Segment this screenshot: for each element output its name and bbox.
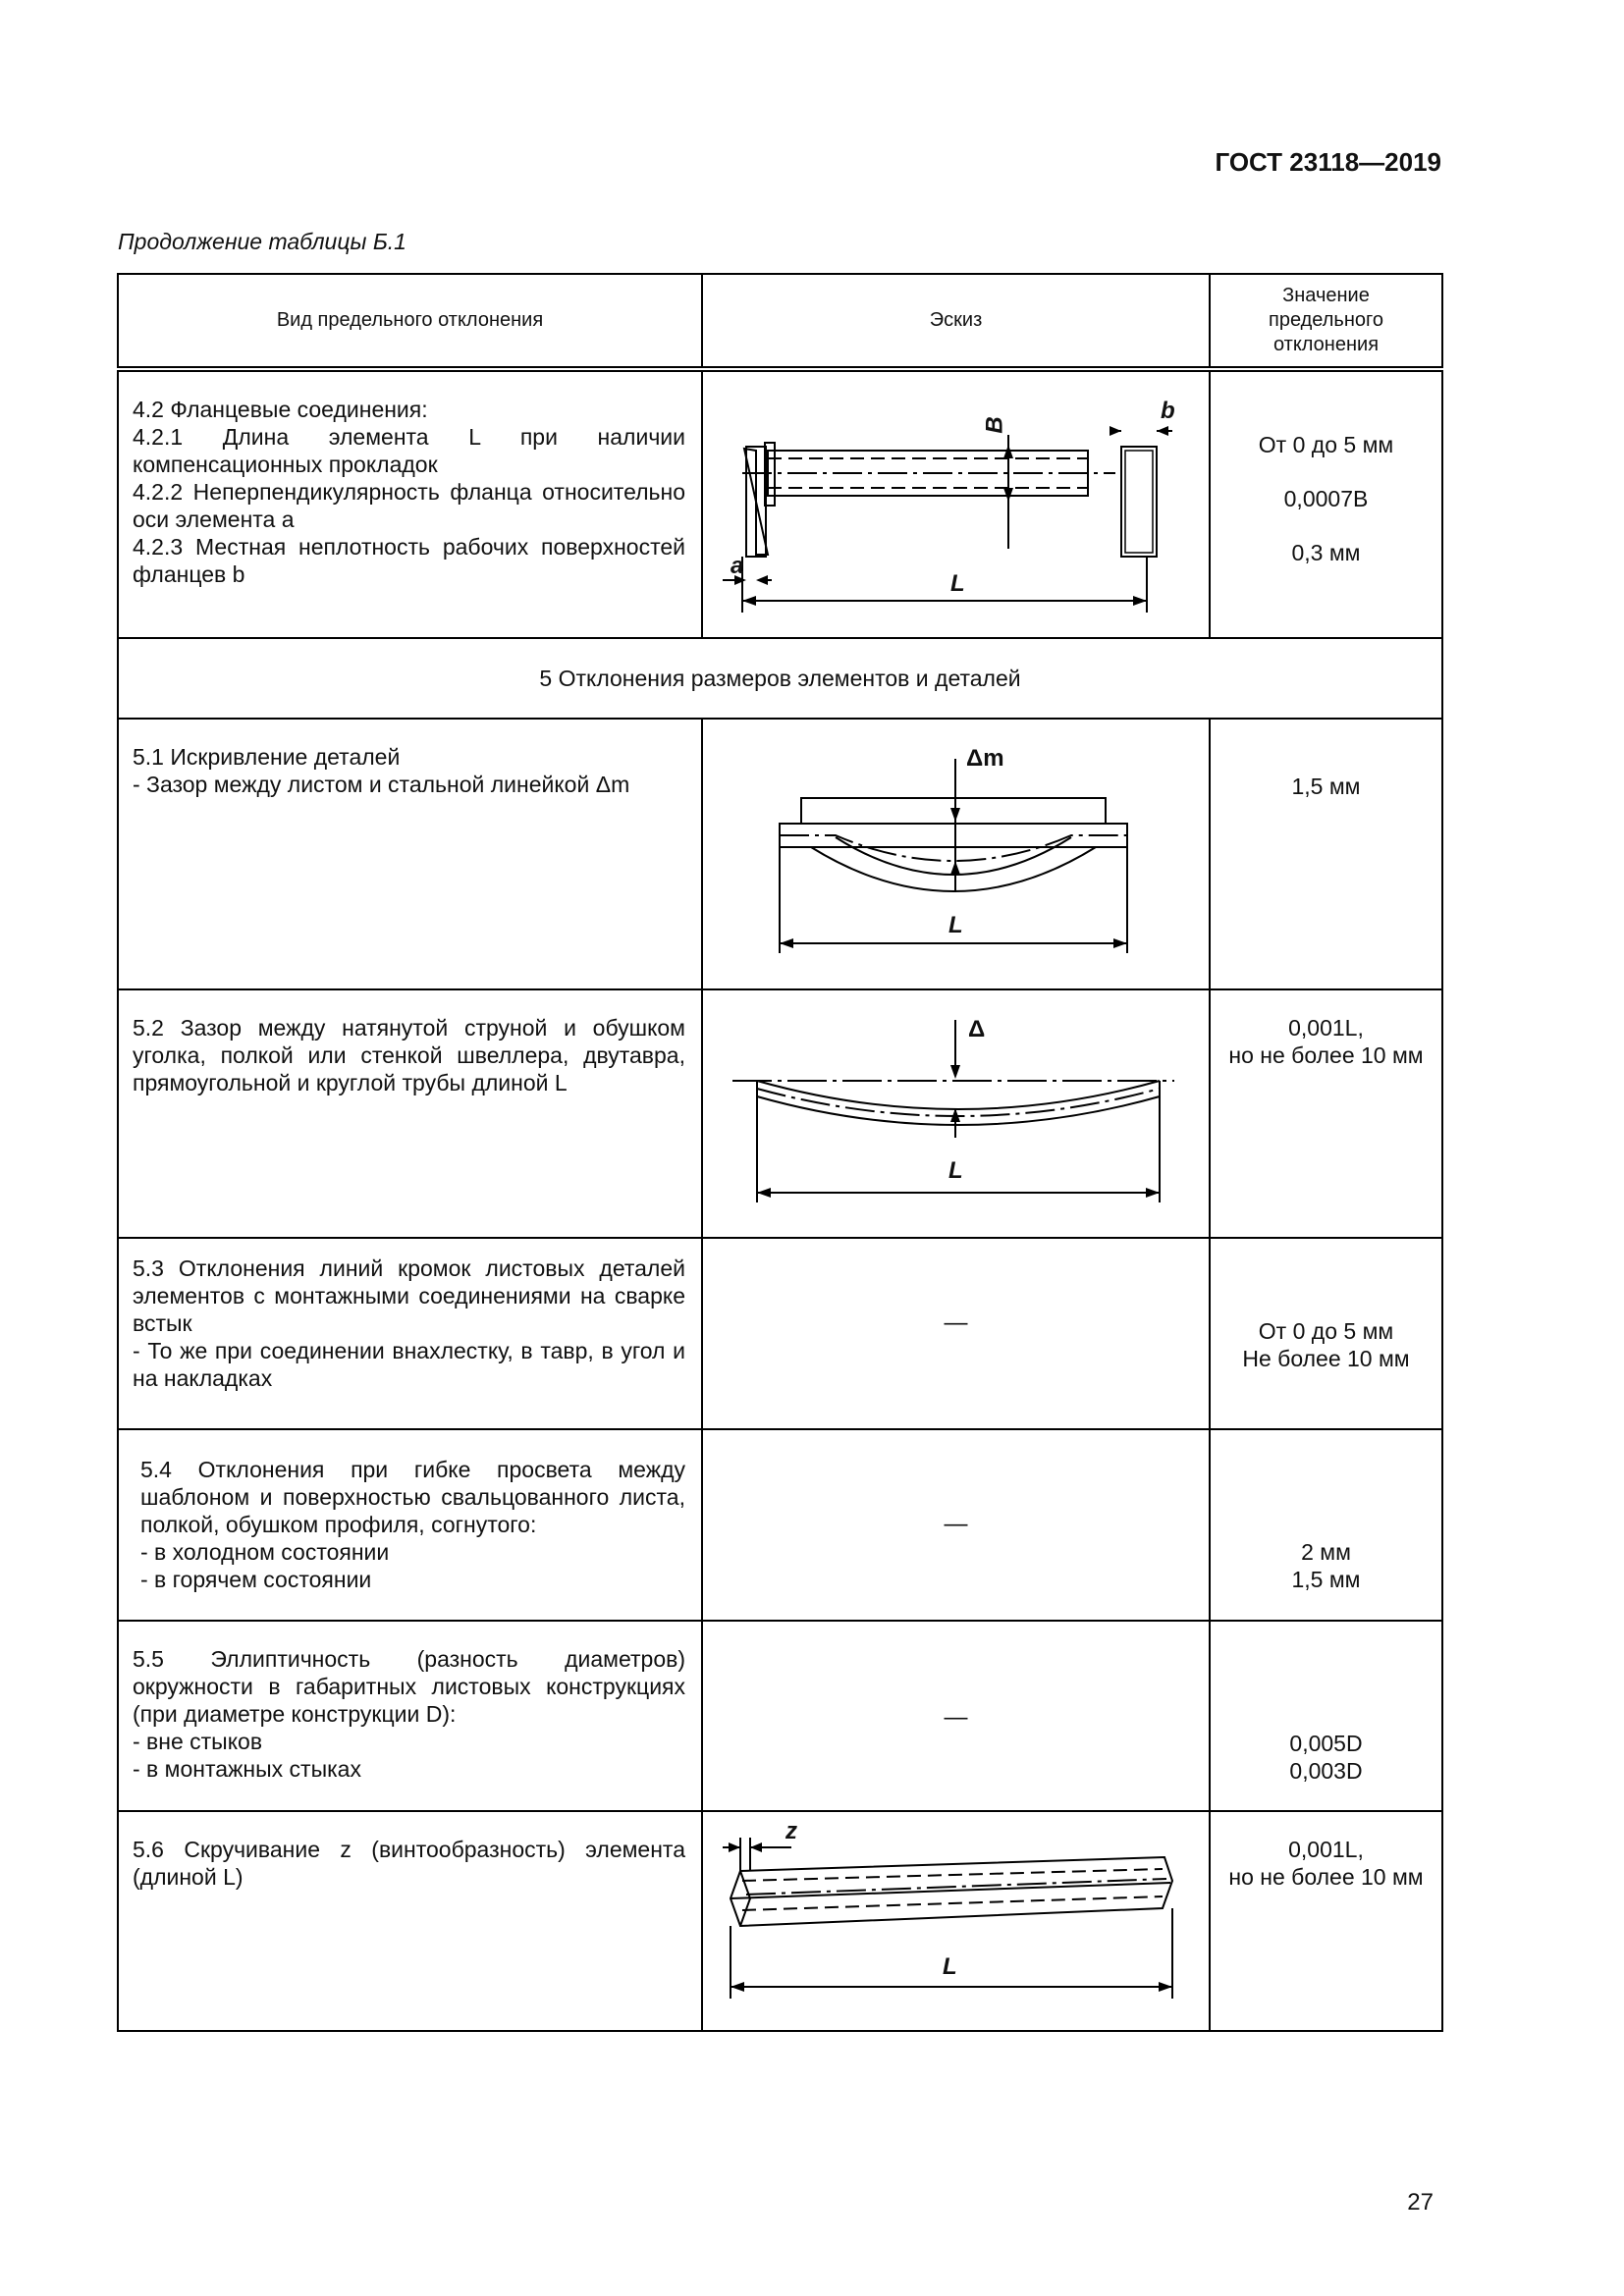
table-caption: Продолжение таблицы Б.1	[118, 229, 406, 254]
sketch-label-b: b	[1161, 398, 1175, 424]
sketch-label-z: z	[785, 1818, 797, 1844]
table-row	[118, 369, 1442, 638]
sketch-label-a: a	[731, 553, 744, 579]
row-text: - Зазор между листом и стальной линейкой Δm	[133, 772, 630, 797]
sketch-label-delta: Δ	[968, 1016, 986, 1042]
table-row	[118, 1811, 1442, 2031]
sketch-string-gap	[702, 989, 1210, 1238]
sketch-label-L: L	[948, 1157, 963, 1184]
table-row	[118, 1429, 1442, 1621]
row-text: 5.4 Отклонения при гибке просвета между шаблоном и поверхностью свальцованного листа, полкой, обушком профиля, согнутого:	[140, 1457, 685, 1537]
section-title: 5 Отклонения размеров элементов и деталей	[118, 638, 1442, 719]
table-row	[118, 1621, 1442, 1811]
row-text: 4.2.3 Местная неплотность рабочих поверхностей фланцев b	[133, 534, 685, 587]
row-text: 5.1 Искривление деталей	[133, 744, 401, 770]
sketch-none: —	[702, 1621, 1210, 1811]
column-header-value: Значение предельного отклонения	[1210, 274, 1442, 369]
row-text: - в холодном состоянии	[140, 1539, 390, 1565]
row-text: 4.2.2 Неперпендикулярность фланца относительно оси элемента a	[133, 479, 685, 532]
value-text: 1,5 мм	[1291, 1567, 1361, 1592]
row-text: 4.2 Фланцевые соединения:	[133, 397, 428, 422]
sketch-label-L: L	[950, 570, 965, 597]
table-row	[118, 989, 1442, 1238]
value-text: 0,003D	[1289, 1758, 1363, 1784]
value-text: 2 мм	[1301, 1539, 1351, 1565]
row-text: 5.6 Скручивание z (винтообразность) элемента (длиной L)	[133, 1837, 685, 1890]
row-text: 5.3 Отклонения линий кромок листовых деталей элементов с монтажными соединениями на сварке встык	[133, 1255, 685, 1336]
sketch-flange-joint	[702, 369, 1210, 638]
value-text: но не более 10 мм	[1228, 1864, 1424, 1890]
section-row	[118, 638, 1442, 719]
flange-right	[1121, 447, 1157, 557]
value-text: Не более 10 мм	[1242, 1346, 1410, 1371]
row-text: 5.2 Зазор между натянутой струной и обушком уголка, полкой или стенкой швеллера, двутавра, прямоугольной и круглой трубы длиной L	[133, 1015, 685, 1095]
value-text: но не более 10 мм	[1228, 1042, 1424, 1068]
value-text: 1,5 мм	[1291, 774, 1361, 799]
value-text: От 0 до 5 мм	[1258, 1318, 1394, 1344]
table-row	[118, 719, 1442, 989]
table-header-row	[118, 274, 1442, 369]
column-header-sketch: Эскиз	[702, 274, 1210, 369]
value-text: 0,005D	[1289, 1731, 1363, 1756]
value-text: 0,001L,	[1288, 1015, 1364, 1041]
sketch-label-B: B	[981, 416, 1008, 434]
row-text: - в монтажных стыках	[133, 1756, 361, 1782]
twisted-element	[731, 1857, 1172, 1926]
deviation-table	[117, 273, 1443, 2032]
sketch-label-delta-m: Δm	[966, 745, 1004, 772]
bent-profile	[757, 1081, 1160, 1109]
row-text: - То же при соединении внахлестку, в тавр, в угол и на накладках	[133, 1338, 685, 1391]
sketch-none: —	[702, 1238, 1210, 1429]
sketch-twisting	[702, 1811, 1210, 2031]
value-text: 0,0007B	[1283, 486, 1369, 511]
row-text: - вне стыков	[133, 1729, 263, 1754]
page-number: 27	[1407, 2189, 1434, 2216]
value-text: От 0 до 5 мм	[1258, 432, 1394, 457]
row-text: 5.5 Эллиптичность (разность диаметров) окружности в габаритных листовых конструкциях (при диаметре конструкции D):	[133, 1646, 685, 1727]
row-text: - в горячем состоянии	[140, 1567, 372, 1592]
column-header-type: Вид предельного отклонения	[118, 274, 702, 369]
sketch-none: —	[702, 1429, 1210, 1621]
document-id: ГОСТ 23118—2019	[1215, 147, 1441, 177]
table-row	[118, 1238, 1442, 1429]
sketch-curved-part	[702, 719, 1210, 989]
sketch-label-L: L	[948, 912, 963, 938]
value-text: 0,001L,	[1288, 1837, 1364, 1862]
row-text: 4.2.1 Длина элемента L при наличии компенсационных прокладок	[133, 424, 685, 477]
sketch-label-L: L	[943, 1953, 957, 1980]
value-text: 0,3 мм	[1291, 540, 1361, 565]
